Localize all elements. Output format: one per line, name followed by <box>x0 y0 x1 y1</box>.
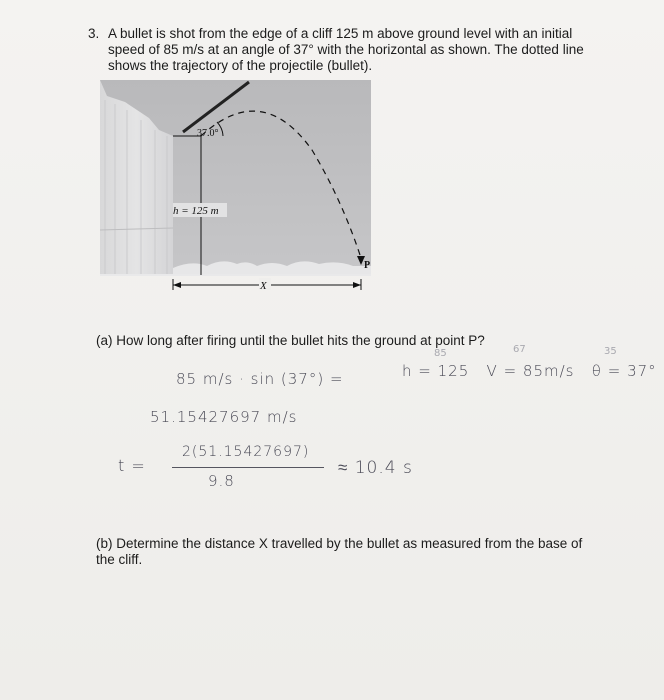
point-label: P <box>364 260 371 271</box>
cliff-diagram <box>97 80 371 290</box>
work-vertical-velocity: 51.15427697 m/s <box>150 408 298 426</box>
height-label: h = 125 m <box>173 205 219 217</box>
faint-67: 67 <box>513 344 526 355</box>
question-text: A bullet is shot from the edge of a cliff 125 m above ground level with an initial speed of 85 m/s at an angle of 37° with the horizontal as shown. The dotted line shows the trajectory of the projectile (bullet). <box>108 26 584 73</box>
time-label: t = <box>118 456 146 475</box>
x-label: X <box>260 280 267 290</box>
part-b-question: (b) Determine the distance X travelled by the bullet as measured from the base of the cliff. <box>96 536 583 567</box>
faint-35: 35 <box>604 346 617 357</box>
work-sin-line: 85 m/s · sin (37°) = <box>176 370 344 388</box>
fraction-numerator: 2(51.15427697) <box>182 444 310 460</box>
angle-label: 37.0° <box>197 128 219 139</box>
faint-85: 85 <box>434 348 447 359</box>
part-a-question: (a) How long after firing until the bullet hits the ground at point P? <box>96 333 485 348</box>
given-values: h = 125 V = 85m/s θ = 37° <box>402 362 657 380</box>
time-result: ≈ 10.4 s <box>338 458 413 478</box>
question-number: 3. <box>88 26 100 41</box>
fraction-bar <box>172 467 324 468</box>
fraction-denominator: 9.8 <box>208 472 235 490</box>
cliff-diagram-svg <box>97 80 371 290</box>
